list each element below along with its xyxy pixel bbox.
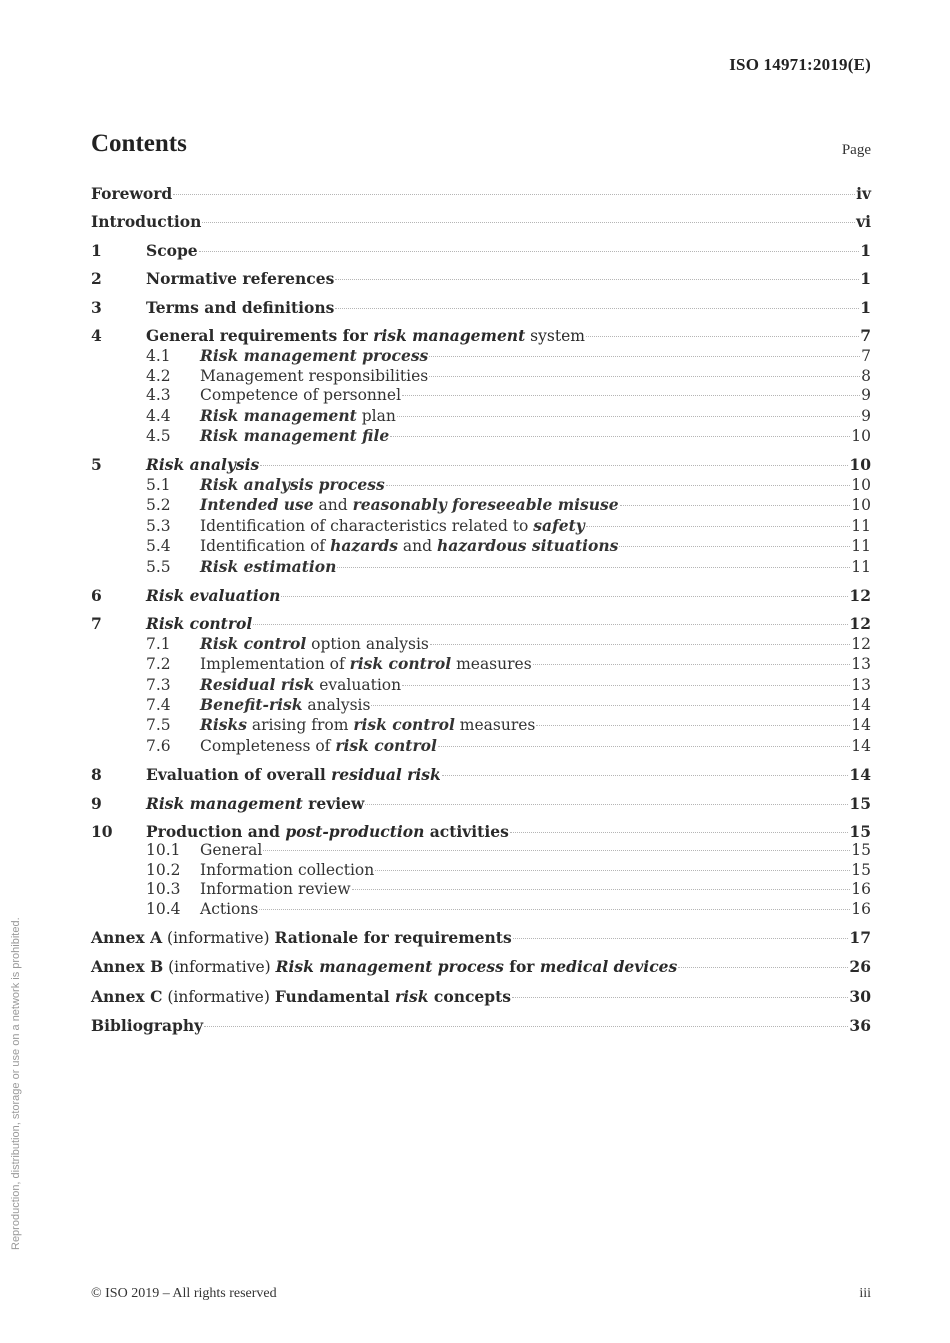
toc-title-segment: Risk management process xyxy=(200,346,429,366)
toc-title-segment: post-production xyxy=(285,821,425,841)
dot-leader xyxy=(253,624,848,625)
toc-entry-title xyxy=(146,241,198,260)
toc-title-segment: Annex C xyxy=(91,986,163,1006)
toc-entry-number: 10.3 xyxy=(146,880,181,899)
dot-leader xyxy=(390,436,850,437)
toc-title-segment: activities xyxy=(424,821,509,841)
toc-title-segment: concepts xyxy=(428,986,511,1006)
toc-entry-title xyxy=(200,900,258,919)
toc-title-segment: Risk estimation xyxy=(200,556,337,576)
toc-entry-number: 8 xyxy=(91,765,102,785)
toc-title-segment: Annex B xyxy=(91,957,164,977)
toc-title-segment: Actions xyxy=(200,899,259,918)
toc-entry-title xyxy=(91,212,201,231)
toc-title-segment: (informative) xyxy=(162,987,275,1006)
toc-entry-number: 4.4 xyxy=(146,406,171,425)
toc-title-segment: Management responsibilities xyxy=(200,366,429,385)
toc-entry[interactable] xyxy=(91,406,871,426)
toc-entry-title xyxy=(200,557,336,577)
toc-entry-number: 2 xyxy=(91,269,102,289)
toc-title-segment: Risk management file xyxy=(200,426,390,446)
toc-title-segment: Risks xyxy=(200,715,247,735)
toc-entry-page: 14 xyxy=(851,716,871,735)
toc-entry-page: 14 xyxy=(851,736,871,755)
dot-leader xyxy=(402,395,860,396)
toc-title-segment: and xyxy=(313,496,353,515)
toc-title-segment: Introduction xyxy=(91,212,202,232)
toc-title-segment: arising from xyxy=(246,716,354,735)
toc-entry-title xyxy=(146,794,364,813)
toc-entry-page: 8 xyxy=(861,366,871,385)
contents-heading: Contents xyxy=(91,130,187,157)
toc-entry-number: 5.1 xyxy=(146,475,171,494)
toc-entry-title xyxy=(200,536,618,556)
toc-entry-page: 12 xyxy=(849,614,871,634)
toc-title-segment: system xyxy=(525,327,585,346)
toc-entry-page: 11 xyxy=(851,516,871,535)
toc-title-segment: Risk management xyxy=(146,793,303,813)
toc-entry[interactable] xyxy=(91,298,871,317)
toc-entry-page: 14 xyxy=(849,765,871,785)
toc-title-segment: risk control xyxy=(353,715,455,735)
toc-entry[interactable] xyxy=(91,987,871,1007)
dot-leader xyxy=(438,746,850,747)
toc-entry-page: 16 xyxy=(851,899,871,918)
side-watermark: Reproduction, distribution, storage or use on a network is prohibited. xyxy=(10,917,22,1250)
dot-leader xyxy=(365,804,848,805)
toc-title-segment: Implementation of xyxy=(200,655,350,674)
toc-title-segment: reasonably foreseeable misuse xyxy=(352,495,619,515)
toc-entry[interactable] xyxy=(91,269,871,288)
toc-entry-number: 4.5 xyxy=(146,427,171,446)
toc-entry-number: 10 xyxy=(91,821,113,841)
dot-leader xyxy=(386,485,851,486)
toc-entry[interactable] xyxy=(91,634,871,654)
toc-title-segment: Annex A xyxy=(91,928,163,947)
toc-title-segment: Production and xyxy=(146,821,286,841)
toc-entry-page: 10 xyxy=(851,475,871,494)
toc-title-segment: Rationale for requirements xyxy=(274,928,512,947)
toc-title-segment: hazards xyxy=(330,536,398,556)
toc-entry[interactable] xyxy=(91,900,871,919)
toc-title-segment: Risk management process xyxy=(275,957,504,977)
toc-entry[interactable] xyxy=(91,426,871,446)
toc-entry[interactable] xyxy=(91,516,871,536)
copyright-notice: © ISO 2019 – All rights reserved xyxy=(91,1286,277,1301)
table-of-contents xyxy=(91,184,871,1036)
toc-title-segment: residual risk xyxy=(331,765,441,785)
dot-leader xyxy=(533,664,851,665)
dot-leader xyxy=(442,775,849,776)
toc-entry-title xyxy=(200,475,385,495)
toc-entry[interactable] xyxy=(91,455,871,474)
toc-entry[interactable] xyxy=(91,861,871,880)
toc-entry-title xyxy=(200,346,428,366)
toc-entry-page: 30 xyxy=(849,986,871,1006)
toc-entry[interactable] xyxy=(91,654,871,674)
dot-leader xyxy=(510,832,849,833)
dot-leader xyxy=(586,336,859,337)
toc-entry-page: iv xyxy=(856,184,871,203)
toc-entry-page: 11 xyxy=(851,557,871,576)
toc-entry-page: 12 xyxy=(849,585,871,605)
toc-title-segment: Risk control xyxy=(146,614,253,634)
toc-entry-number: 4.2 xyxy=(146,366,171,385)
toc-entry-page: 10 xyxy=(849,455,871,475)
toc-entry-page: 1 xyxy=(860,297,871,317)
toc-entry-title xyxy=(91,1016,203,1035)
toc-title-segment: evaluation xyxy=(314,675,402,694)
toc-entry-page: 10 xyxy=(851,496,871,515)
toc-title-segment: hazardous situations xyxy=(436,536,619,556)
toc-entry-page: 13 xyxy=(851,675,871,694)
toc-entry[interactable] xyxy=(91,614,871,633)
toc-title-segment: for xyxy=(503,957,540,977)
toc-title-segment: Risk analysis process xyxy=(200,474,385,494)
toc-entry-number: 7.3 xyxy=(146,675,171,694)
toc-entry-number: 7.4 xyxy=(146,695,171,714)
toc-title-segment: risk control xyxy=(349,654,452,674)
toc-title-segment: Information review xyxy=(200,880,351,899)
toc-entry-title xyxy=(91,957,677,977)
toc-entry[interactable] xyxy=(91,928,871,948)
toc-entry-title xyxy=(200,426,389,446)
toc-entry-number: 5.2 xyxy=(146,496,171,515)
toc-entry-page: 15 xyxy=(849,793,871,813)
toc-entry-title xyxy=(200,654,532,674)
toc-entry-page: 17 xyxy=(849,928,871,947)
toc-entry-number: 7.2 xyxy=(146,655,171,674)
toc-title-segment: option analysis xyxy=(306,634,429,653)
toc-title-segment: Evaluation of overall xyxy=(146,765,332,785)
toc-entry-title xyxy=(91,928,512,948)
toc-entry-page: 15 xyxy=(851,841,871,860)
toc-entry-page: 7 xyxy=(860,326,871,346)
dot-leader xyxy=(199,251,860,252)
dot-leader xyxy=(512,997,848,998)
toc-entry[interactable] xyxy=(91,386,871,405)
dot-leader xyxy=(204,1026,848,1027)
toc-title-segment: risk xyxy=(395,986,429,1006)
toc-title-segment: Bibliography xyxy=(91,1016,204,1036)
toc-entry-title xyxy=(200,516,585,536)
toc-entry[interactable] xyxy=(91,822,871,841)
dot-leader xyxy=(429,356,860,357)
toc-entry-page: 7 xyxy=(861,347,871,366)
toc-entry-number: 4 xyxy=(91,326,102,346)
toc-entry-number: 10.1 xyxy=(146,841,181,860)
toc-entry-number: 10.2 xyxy=(146,860,181,879)
toc-entry-number: 5.4 xyxy=(146,537,171,556)
toc-title-segment: safety xyxy=(533,515,585,535)
toc-entry-title xyxy=(146,822,509,841)
toc-title-segment: Residual risk xyxy=(200,674,315,694)
toc-title-segment: Identification of characteristics related to xyxy=(200,516,534,535)
dot-leader xyxy=(259,909,850,910)
toc-entry-page: 15 xyxy=(849,821,871,841)
toc-entry-title xyxy=(146,326,585,346)
toc-title-segment: Information collection xyxy=(200,860,375,879)
toc-title-segment: General requirements for xyxy=(146,326,374,346)
toc-entry-page: 36 xyxy=(849,1016,871,1036)
dot-leader xyxy=(202,222,855,223)
dot-leader xyxy=(430,644,850,645)
toc-title-segment: analysis xyxy=(302,695,371,714)
toc-entry-number: 5.3 xyxy=(146,516,171,535)
toc-entry[interactable] xyxy=(91,495,871,515)
toc-title-segment: Foreword xyxy=(91,184,173,203)
page-column-label: Page xyxy=(841,142,871,158)
toc-entry[interactable] xyxy=(91,212,871,231)
toc-entry-number: 5.5 xyxy=(146,557,171,576)
dot-leader xyxy=(619,546,850,547)
toc-title-segment: measures xyxy=(451,655,532,674)
toc-title-segment: plan xyxy=(356,406,396,425)
toc-entry[interactable] xyxy=(91,241,871,260)
toc-entry-title xyxy=(200,406,396,426)
toc-entry-page: 13 xyxy=(851,655,871,674)
dot-leader xyxy=(586,526,851,527)
document-id: ISO 14971:2019(E) xyxy=(729,55,871,74)
toc-entry-title xyxy=(200,634,429,654)
toc-entry-title xyxy=(200,715,535,735)
toc-entry[interactable] xyxy=(91,184,871,203)
toc-entry-title xyxy=(200,880,351,899)
toc-title-segment: Risk evaluation xyxy=(146,585,281,605)
toc-entry-number: 7.6 xyxy=(146,736,171,755)
toc-entry[interactable] xyxy=(91,794,871,813)
toc-entry-title xyxy=(146,298,334,317)
toc-entry-page: 12 xyxy=(851,634,871,653)
page-number: iii xyxy=(859,1286,871,1301)
toc-entry-title xyxy=(200,736,437,756)
toc-title-segment: risk management xyxy=(373,326,526,346)
toc-title-segment: Fundamental xyxy=(274,986,395,1006)
toc-entry-page: 26 xyxy=(849,957,871,977)
toc-entry[interactable] xyxy=(91,765,871,784)
toc-title-segment: and xyxy=(397,537,437,556)
dot-leader xyxy=(371,705,850,706)
dot-leader xyxy=(281,596,848,597)
toc-entry-title xyxy=(200,495,619,515)
toc-entry[interactable] xyxy=(91,586,871,605)
toc-entry[interactable] xyxy=(91,957,871,977)
toc-entry-page: 9 xyxy=(861,406,871,425)
toc-entry-title xyxy=(200,841,262,860)
dot-leader xyxy=(678,967,848,968)
toc-entry[interactable] xyxy=(91,695,871,715)
toc-title-segment: risk control xyxy=(335,735,437,755)
dot-leader xyxy=(173,194,855,195)
toc-entry[interactable] xyxy=(91,1016,871,1035)
toc-entry-title xyxy=(200,386,401,405)
toc-title-segment: measures xyxy=(454,716,536,735)
toc-title-segment: review xyxy=(302,793,365,813)
toc-entry-title xyxy=(146,614,252,633)
dot-leader xyxy=(263,850,850,851)
dot-leader xyxy=(429,376,860,377)
toc-title-segment: Benefit-risk xyxy=(200,694,303,714)
toc-entry-number: 5 xyxy=(91,455,102,475)
toc-entry-page: 10 xyxy=(851,427,871,446)
toc-title-segment: (informative) xyxy=(162,929,275,947)
toc-entry-title xyxy=(146,455,259,474)
toc-entry-title xyxy=(200,367,428,386)
toc-entry-number: 7 xyxy=(91,614,102,634)
toc-title-segment: Completeness of xyxy=(200,736,336,755)
toc-entry[interactable] xyxy=(91,880,871,899)
toc-entry-number: 4.1 xyxy=(146,347,171,366)
dot-leader xyxy=(352,889,851,890)
toc-entry-number: 3 xyxy=(91,297,102,317)
toc-entry-number: 10.4 xyxy=(146,899,181,918)
toc-entry-page: 1 xyxy=(860,240,871,260)
dot-leader xyxy=(397,416,860,417)
toc-entry-number: 7.1 xyxy=(146,634,171,653)
dot-leader xyxy=(335,308,859,309)
dot-leader xyxy=(620,505,851,506)
dot-leader xyxy=(375,870,850,871)
toc-title-segment: Risk analysis xyxy=(146,455,260,475)
toc-title-segment: Normative references xyxy=(146,269,335,289)
toc-entry-title xyxy=(146,586,280,605)
toc-title-segment: Risk management xyxy=(200,405,357,425)
dot-leader xyxy=(536,725,850,726)
toc-title-segment: Intended use xyxy=(200,495,314,515)
dot-leader xyxy=(260,465,848,466)
dot-leader xyxy=(402,685,850,686)
toc-entry[interactable] xyxy=(91,557,871,577)
dot-leader xyxy=(335,279,859,280)
toc-entry-title xyxy=(200,861,374,880)
toc-entry-page: 9 xyxy=(861,386,871,405)
toc-entry[interactable] xyxy=(91,475,871,495)
dot-leader xyxy=(337,567,850,568)
toc-entry-page: 16 xyxy=(851,880,871,899)
toc-title-segment: Terms and definitions xyxy=(146,297,335,317)
toc-entry-title xyxy=(146,765,441,784)
toc-entry-page: vi xyxy=(856,212,871,232)
toc-title-segment: (informative) xyxy=(163,958,276,977)
toc-entry-title xyxy=(146,269,334,288)
toc-entry[interactable] xyxy=(91,841,871,860)
toc-entry-title xyxy=(200,695,370,715)
toc-entry-number: 9 xyxy=(91,793,102,813)
toc-entry[interactable] xyxy=(91,675,871,695)
toc-entry-page: 11 xyxy=(851,537,871,556)
toc-entry-page: 1 xyxy=(860,269,871,289)
toc-title-segment: Scope xyxy=(146,240,198,260)
toc-title-segment: Competence of personnel xyxy=(200,386,402,405)
toc-entry-number: 1 xyxy=(91,240,102,260)
toc-entry-number: 4.3 xyxy=(146,386,171,405)
toc-entry[interactable] xyxy=(91,736,871,756)
toc-entry-title xyxy=(200,675,401,695)
toc-entry[interactable] xyxy=(91,536,871,556)
toc-entry-page: 14 xyxy=(851,695,871,714)
dot-leader xyxy=(513,938,849,939)
toc-title-segment: medical devices xyxy=(539,957,678,977)
toc-entry[interactable] xyxy=(91,367,871,386)
toc-entry-title xyxy=(91,987,511,1007)
toc-entry-title xyxy=(91,184,172,203)
toc-entry-number: 7.5 xyxy=(146,716,171,735)
toc-entry[interactable] xyxy=(91,715,871,735)
toc-title-segment: General xyxy=(200,841,263,860)
toc-title-segment: Identification of xyxy=(200,537,331,556)
toc-entry-number: 6 xyxy=(91,585,102,605)
toc-entry-page: 15 xyxy=(851,860,871,879)
toc-entry[interactable] xyxy=(91,346,871,366)
toc-title-segment: Risk control xyxy=(200,633,307,653)
toc-entry[interactable] xyxy=(91,326,871,346)
